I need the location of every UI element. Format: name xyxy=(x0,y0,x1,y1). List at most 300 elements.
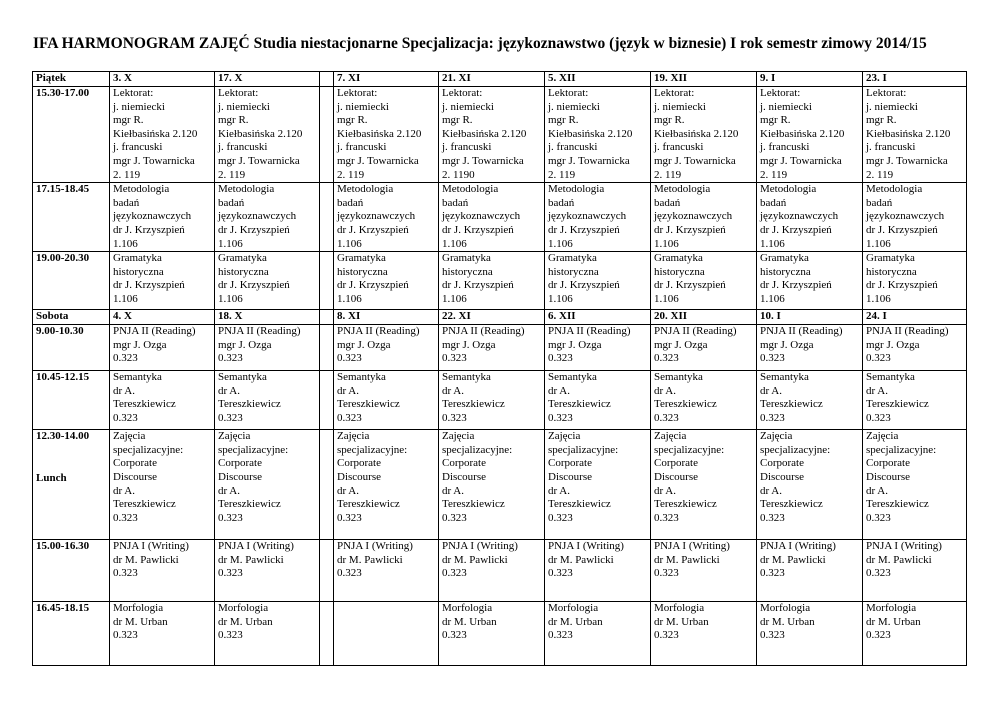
class-line: 2. 119 xyxy=(337,168,365,181)
class-line: Metodologia xyxy=(218,183,275,196)
class-line: Tereszkiewicz xyxy=(760,398,823,411)
date-label: 20. XII xyxy=(654,310,688,323)
class-line: specjalizacyjne: xyxy=(442,443,513,456)
class-line: Semantyka xyxy=(218,371,267,384)
date-label: 8. XI xyxy=(337,310,361,323)
class-line: Semantyka xyxy=(442,371,491,384)
time-slot xyxy=(33,540,110,602)
class-line: PNJA I (Writing) xyxy=(866,540,942,553)
date-header xyxy=(334,310,439,325)
class-line: badań xyxy=(654,196,681,209)
class-line: 0.323 xyxy=(760,567,785,580)
class-cell xyxy=(215,602,320,666)
lunch-label: Lunch xyxy=(36,471,67,484)
class-line: dr M. Urban xyxy=(654,615,709,628)
class-line: Discourse xyxy=(866,470,910,483)
class-line: 0.323 xyxy=(218,567,243,580)
date-label: 24. I xyxy=(866,310,887,323)
class-line: dr J. Krzyszpień xyxy=(760,223,832,236)
class-cell xyxy=(545,540,651,602)
date-label: 5. XII xyxy=(548,72,576,84)
class-line: mgr J. Ozga xyxy=(866,338,920,351)
class-line: mgr R. xyxy=(337,114,368,127)
date-label: 17. X xyxy=(218,72,243,84)
class-line: Gramatyka xyxy=(548,252,597,265)
class-line: 0.323 xyxy=(337,411,362,424)
class-line: Gramatyka xyxy=(760,252,809,265)
class-line: 0.323 xyxy=(337,567,362,580)
time-label: 12.30-14.00 xyxy=(36,430,90,443)
class-line: badań xyxy=(548,196,575,209)
class-cell xyxy=(651,540,757,602)
schedule-table xyxy=(32,71,967,666)
class-line: dr J. Krzyszpień xyxy=(866,223,938,236)
class-line: 0.323 xyxy=(760,411,785,424)
class-line: dr J. Krzyszpień xyxy=(866,279,938,292)
class-line: 2. 119 xyxy=(760,168,788,181)
class-cell xyxy=(439,183,545,252)
class-cell xyxy=(757,325,863,371)
class-cell xyxy=(334,87,439,183)
date-header xyxy=(863,72,967,87)
day-header xyxy=(33,72,110,87)
date-label: 4. X xyxy=(113,310,132,323)
class-line: mgr J. Ozga xyxy=(760,338,814,351)
class-line: Morfologia xyxy=(654,602,705,615)
class-line: PNJA I (Writing) xyxy=(113,540,189,553)
class-line: 0.323 xyxy=(866,411,891,424)
class-line: dr J. Krzyszpień xyxy=(548,223,620,236)
class-line: Gramatyka xyxy=(442,252,491,265)
class-line: Tereszkiewicz xyxy=(866,498,929,511)
class-line: j. francuski xyxy=(548,141,598,154)
date-header xyxy=(651,72,757,87)
class-line: 0.323 xyxy=(113,567,138,580)
separator-cell xyxy=(320,183,334,252)
class-line: 0.323 xyxy=(866,567,891,580)
class-line: dr J. Krzyszpień xyxy=(113,279,185,292)
class-cell xyxy=(334,183,439,252)
class-line: dr A. xyxy=(218,484,240,497)
class-line: Metodologia xyxy=(760,183,817,196)
class-line: badań xyxy=(218,196,245,209)
class-line: dr J. Krzyszpień xyxy=(337,279,409,292)
class-cell xyxy=(651,183,757,252)
class-line: PNJA I (Writing) xyxy=(760,540,836,553)
class-line: Lektorat: xyxy=(337,87,378,99)
class-line: Zajęcia xyxy=(548,430,581,443)
date-label: 9. I xyxy=(760,72,776,84)
class-cell xyxy=(110,183,215,252)
class-line: PNJA II (Reading) xyxy=(760,325,843,338)
class-line: 2. 119 xyxy=(866,168,894,181)
class-line: Tereszkiewicz xyxy=(654,498,717,511)
class-line: Discourse xyxy=(218,470,262,483)
class-line: językoznawczych xyxy=(866,210,945,223)
separator-cell xyxy=(320,371,334,430)
class-cell xyxy=(215,371,320,430)
class-line: 1.106 xyxy=(548,292,573,305)
class-line: Lektorat: xyxy=(760,87,801,99)
class-line: Gramatyka xyxy=(337,252,386,265)
class-line: dr A. xyxy=(337,384,359,397)
class-line: dr M. Urban xyxy=(113,615,168,628)
class-cell xyxy=(863,602,967,666)
date-header xyxy=(334,72,439,87)
class-line: j. francuski xyxy=(866,141,916,154)
class-line: badań xyxy=(113,196,140,209)
date-header xyxy=(110,72,215,87)
class-line: PNJA I (Writing) xyxy=(442,540,518,553)
class-line: Zajęcia xyxy=(654,430,687,443)
class-line: Kiełbasińska 2.120 xyxy=(337,127,422,140)
class-line: Morfologia xyxy=(548,602,599,615)
class-cell xyxy=(651,430,757,540)
date-header xyxy=(757,72,863,87)
class-line: 0.323 xyxy=(654,629,679,642)
class-line: Semantyka xyxy=(654,371,703,384)
class-cell xyxy=(334,252,439,310)
class-line: dr A. xyxy=(866,484,888,497)
class-cell xyxy=(439,540,545,602)
class-line: PNJA II (Reading) xyxy=(442,325,525,338)
class-line: mgr J. Towarnicka xyxy=(866,154,948,167)
class-line: Tereszkiewicz xyxy=(548,398,611,411)
class-line: 0.323 xyxy=(442,567,467,580)
class-cell xyxy=(757,87,863,183)
class-line: Tereszkiewicz xyxy=(113,498,176,511)
class-line: j. niemiecki xyxy=(218,100,270,113)
class-line: 0.323 xyxy=(548,352,573,365)
class-line: dr J. Krzyszpień xyxy=(113,223,185,236)
class-cell xyxy=(439,602,545,666)
class-line: j. niemiecki xyxy=(113,100,165,113)
class-line: 0.323 xyxy=(548,411,573,424)
class-line: 0.323 xyxy=(760,352,785,365)
schedule-row xyxy=(33,72,967,87)
class-line: dr A. xyxy=(548,384,570,397)
class-cell xyxy=(110,252,215,310)
class-line: 0.323 xyxy=(548,511,573,524)
time-label: 10.45-12.15 xyxy=(36,371,90,384)
class-line: j. niemiecki xyxy=(337,100,389,113)
date-label: 10. I xyxy=(760,310,781,323)
class-line: 0.323 xyxy=(866,511,891,524)
time-slot xyxy=(33,430,110,540)
class-cell xyxy=(110,540,215,602)
date-header xyxy=(215,310,320,325)
class-line: Corporate xyxy=(548,457,592,470)
class-line: specjalizacyjne: xyxy=(113,443,184,456)
class-line: specjalizacyjne: xyxy=(654,443,725,456)
class-line: dr J. Krzyszpień xyxy=(218,223,290,236)
class-line: 2. 119 xyxy=(654,168,682,181)
class-line: Morfologia xyxy=(760,602,811,615)
class-line: PNJA I (Writing) xyxy=(337,540,413,553)
class-line: 1.106 xyxy=(654,292,679,305)
class-line: Discourse xyxy=(442,470,486,483)
class-cell xyxy=(215,252,320,310)
class-line: dr M. Urban xyxy=(442,615,497,628)
class-line: dr M. Pawlicki xyxy=(760,553,826,566)
class-line: dr A. xyxy=(218,384,240,397)
class-line: Gramatyka xyxy=(654,252,703,265)
class-line: dr J. Krzyszpień xyxy=(442,223,514,236)
class-line: j. niemiecki xyxy=(548,100,600,113)
class-line: Zajęcia xyxy=(113,430,146,443)
class-line: dr A. xyxy=(654,384,676,397)
class-cell xyxy=(545,183,651,252)
class-cell xyxy=(215,325,320,371)
class-line: Kiełbasińska 2.120 xyxy=(113,127,198,140)
class-line: mgr R. xyxy=(442,114,473,127)
date-label: 22. XI xyxy=(442,310,471,323)
class-cell xyxy=(863,430,967,540)
class-line: mgr R. xyxy=(218,114,249,127)
date-label: 3. X xyxy=(113,72,132,84)
class-cell xyxy=(545,602,651,666)
class-line: Tereszkiewicz xyxy=(548,498,611,511)
class-line: 1.106 xyxy=(218,237,243,250)
class-cell xyxy=(651,371,757,430)
class-line: 1.106 xyxy=(760,237,785,250)
class-line: dr A. xyxy=(337,484,359,497)
class-line: Tereszkiewicz xyxy=(442,498,505,511)
class-line: 0.323 xyxy=(113,352,138,365)
separator-cell xyxy=(320,540,334,602)
class-cell xyxy=(215,183,320,252)
class-cell xyxy=(334,430,439,540)
class-line: dr A. xyxy=(866,384,888,397)
class-line: Tereszkiewicz xyxy=(218,498,281,511)
date-header xyxy=(215,72,320,87)
class-line: Tereszkiewicz xyxy=(866,398,929,411)
class-line: j. francuski xyxy=(442,141,492,154)
class-line: dr A. xyxy=(113,384,135,397)
date-header xyxy=(439,72,545,87)
class-cell xyxy=(110,371,215,430)
class-cell xyxy=(110,602,215,666)
class-cell xyxy=(110,87,215,183)
class-line: dr M. Pawlicki xyxy=(113,553,179,566)
class-line: Zajęcia xyxy=(442,430,475,443)
date-label: 6. XII xyxy=(548,310,576,323)
class-line: Corporate xyxy=(866,457,910,470)
class-line: Corporate xyxy=(337,457,381,470)
class-line: mgr J. Towarnicka xyxy=(113,154,195,167)
class-line: mgr R. xyxy=(760,114,791,127)
class-line: 1.106 xyxy=(760,292,785,305)
class-line: historyczna xyxy=(218,265,269,278)
class-line: j. niemiecki xyxy=(760,100,812,113)
class-line: Kiełbasińska 2.120 xyxy=(654,127,739,140)
class-line: językoznawczych xyxy=(337,210,416,223)
class-line: 1.106 xyxy=(218,292,243,305)
class-line: dr A. xyxy=(760,384,782,397)
time-slot xyxy=(33,325,110,371)
class-line: Tereszkiewicz xyxy=(337,398,400,411)
class-line: j. niemiecki xyxy=(654,100,706,113)
class-cell xyxy=(439,252,545,310)
separator-cell xyxy=(320,87,334,183)
class-line: Tereszkiewicz xyxy=(442,398,505,411)
class-line: językoznawczych xyxy=(760,210,839,223)
date-label: 18. X xyxy=(218,310,243,323)
class-line: Lektorat: xyxy=(218,87,259,99)
class-line: Zajęcia xyxy=(337,430,370,443)
class-line: mgr R. xyxy=(548,114,579,127)
class-line: dr A. xyxy=(442,484,464,497)
class-line: Semantyka xyxy=(337,371,386,384)
class-line: Kiełbasińska 2.120 xyxy=(548,127,633,140)
class-line: Corporate xyxy=(218,457,262,470)
class-line: historyczna xyxy=(654,265,705,278)
class-cell xyxy=(110,325,215,371)
class-line: Tereszkiewicz xyxy=(218,398,281,411)
class-line: dr M. Pawlicki xyxy=(337,553,403,566)
class-line: 1.106 xyxy=(654,237,679,250)
class-line: Morfologia xyxy=(866,602,917,615)
document-title: IFA HARMONOGRAM ZAJĘĆ Studia niestacjonarne Specjalizacja: językoznawstwo (język w biznesie) I rok semestr zimowy 2014/15 xyxy=(33,35,927,52)
schedule-row xyxy=(33,430,967,540)
class-cell xyxy=(334,602,439,666)
class-line: Discourse xyxy=(113,470,157,483)
date-header xyxy=(110,310,215,325)
date-header xyxy=(545,310,651,325)
class-line: mgr R. xyxy=(654,114,685,127)
separator-cell xyxy=(320,430,334,540)
class-line: 0.323 xyxy=(548,629,573,642)
class-cell xyxy=(439,87,545,183)
class-line: Gramatyka xyxy=(113,252,162,265)
class-cell xyxy=(757,183,863,252)
class-line: mgr J. Towarnicka xyxy=(654,154,736,167)
class-line: 0.323 xyxy=(337,352,362,365)
class-line: dr A. xyxy=(113,484,135,497)
class-line: specjalizacyjne: xyxy=(218,443,289,456)
class-cell xyxy=(334,371,439,430)
day-header xyxy=(33,310,110,325)
class-line: 0.323 xyxy=(760,511,785,524)
class-line: 0.323 xyxy=(113,629,138,642)
class-line: historyczna xyxy=(337,265,388,278)
class-cell xyxy=(545,87,651,183)
class-line: PNJA I (Writing) xyxy=(654,540,730,553)
class-line: dr M. Pawlicki xyxy=(866,553,932,566)
class-cell xyxy=(757,602,863,666)
class-line: Semantyka xyxy=(548,371,597,384)
class-line: dr J. Krzyszpień xyxy=(218,279,290,292)
date-label: 19. XII xyxy=(654,72,688,84)
class-line: j. francuski xyxy=(760,141,810,154)
class-line: badań xyxy=(866,196,893,209)
class-cell xyxy=(863,87,967,183)
separator-cell xyxy=(320,310,334,325)
class-line: Kiełbasińska 2.120 xyxy=(866,127,951,140)
class-line: Discourse xyxy=(654,470,698,483)
class-line: mgr J. Towarnicka xyxy=(548,154,630,167)
class-line: Kiełbasińska 2.120 xyxy=(218,127,303,140)
class-line: j. niemiecki xyxy=(442,100,494,113)
class-line: dr M. Pawlicki xyxy=(548,553,614,566)
class-line: Lektorat: xyxy=(113,87,154,99)
class-line: 0.323 xyxy=(442,511,467,524)
class-cell xyxy=(439,325,545,371)
class-line: językoznawczych xyxy=(113,210,192,223)
class-line: językoznawczych xyxy=(654,210,733,223)
class-line: 2. 119 xyxy=(113,168,141,181)
class-line: historyczna xyxy=(866,265,917,278)
class-cell xyxy=(545,371,651,430)
class-line: Metodologia xyxy=(113,183,170,196)
time-label: 19.00-20.30 xyxy=(36,252,90,265)
class-line: 0.323 xyxy=(654,511,679,524)
class-line: j. francuski xyxy=(654,141,704,154)
separator-cell xyxy=(320,72,334,87)
class-line: Discourse xyxy=(760,470,804,483)
class-line: 2. 119 xyxy=(218,168,246,181)
class-cell xyxy=(863,371,967,430)
schedule-row xyxy=(33,252,967,310)
class-line: 0.323 xyxy=(218,352,243,365)
class-line: mgr J. Ozga xyxy=(337,338,391,351)
class-line: mgr R. xyxy=(866,114,897,127)
class-line: Morfologia xyxy=(218,602,269,615)
class-line: PNJA II (Reading) xyxy=(866,325,949,338)
date-header xyxy=(757,310,863,325)
class-line: Gramatyka xyxy=(866,252,915,265)
class-line: Metodologia xyxy=(548,183,605,196)
class-line: 1.106 xyxy=(866,292,891,305)
class-line: Corporate xyxy=(760,457,804,470)
class-line: 1.106 xyxy=(548,237,573,250)
class-line: 1.106 xyxy=(866,237,891,250)
time-slot xyxy=(33,183,110,252)
class-line: Morfologia xyxy=(442,602,493,615)
time-slot xyxy=(33,87,110,183)
class-line: Metodologia xyxy=(337,183,394,196)
separator-cell xyxy=(320,602,334,666)
class-line: Lektorat: xyxy=(442,87,483,99)
date-header xyxy=(863,310,967,325)
class-cell xyxy=(863,183,967,252)
class-cell xyxy=(651,602,757,666)
class-line: historyczna xyxy=(548,265,599,278)
class-line: dr J. Krzyszpień xyxy=(442,279,514,292)
class-cell xyxy=(651,87,757,183)
class-line: Zajęcia xyxy=(866,430,899,443)
class-line: Corporate xyxy=(113,457,157,470)
time-slot xyxy=(33,602,110,666)
class-line: PNJA II (Reading) xyxy=(548,325,631,338)
day-label: Sobota xyxy=(36,310,69,323)
class-cell xyxy=(757,252,863,310)
class-line: PNJA II (Reading) xyxy=(337,325,420,338)
class-line: Lektorat: xyxy=(548,87,589,99)
class-line: mgr J. Towarnicka xyxy=(218,154,300,167)
schedule-row xyxy=(33,310,967,325)
class-line: 0.323 xyxy=(442,629,467,642)
class-line: Kiełbasińska 2.120 xyxy=(760,127,845,140)
class-line: językoznawczych xyxy=(218,210,297,223)
class-line: Metodologia xyxy=(442,183,499,196)
schedule-body xyxy=(33,72,967,666)
separator-cell xyxy=(320,252,334,310)
class-line: 0.323 xyxy=(113,511,138,524)
class-line: Discourse xyxy=(337,470,381,483)
class-line: mgr J. Towarnicka xyxy=(442,154,524,167)
class-line: dr A. xyxy=(442,384,464,397)
